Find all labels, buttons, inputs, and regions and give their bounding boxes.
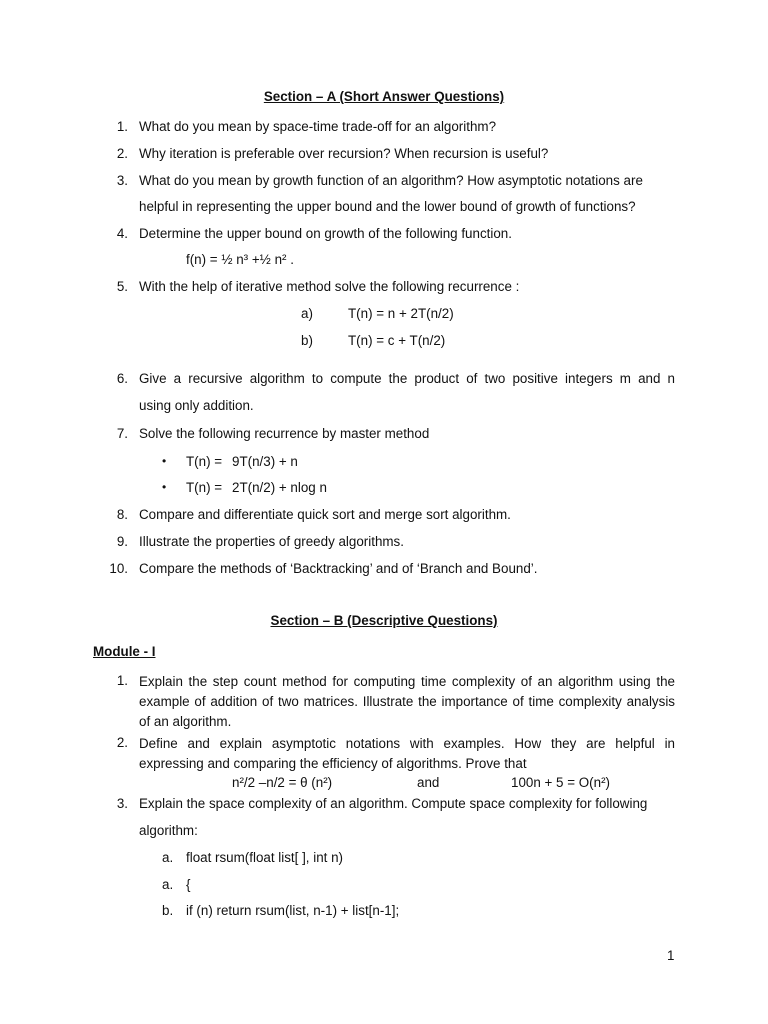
question-text-line2: helpful in representing the upper bound and the lower bound of growth of functions? [139, 199, 636, 214]
question-number: 10. [109, 561, 128, 576]
equation-and: and [417, 775, 440, 790]
bullet-icon: • [162, 454, 167, 468]
question-number: 3. [116, 173, 128, 188]
code-line: { [186, 877, 191, 892]
question-number: 3. [116, 796, 128, 811]
question-text: Why iteration is preferable over recursion? When recursion is useful? [139, 146, 549, 161]
code-line-label: a. [162, 877, 174, 892]
code-line: float rsum(float list[ ], int n) [186, 850, 344, 865]
code-line-label: b. [162, 903, 174, 918]
question-text-line1: Explain the space complexity of an algorithm. Compute space complexity for following [139, 796, 648, 811]
question-number: 2. [116, 735, 128, 750]
page-number: 1 [667, 948, 675, 963]
equation-theta: n²/2 –n/2 = θ (n²) [232, 775, 333, 790]
sub-label: a) [301, 306, 313, 321]
question-number: 1. [116, 673, 128, 688]
question-text-line1: What do you mean by growth function of an algorithm? How asymptotic notations are [139, 173, 643, 188]
recurrence-lhs: T(n) = [186, 480, 223, 495]
question-number: 6. [116, 371, 128, 386]
equation-big-o: 100n + 5 = O(n²) [511, 775, 610, 790]
recurrence-rhs: 9T(n/3) + n [232, 454, 298, 469]
question-text: Compare and differentiate quick sort and merge sort algorithm. [139, 507, 511, 522]
question-number: 4. [116, 226, 128, 241]
code-line: if (n) return rsum(list, n-1) + list[n-1]; [186, 903, 400, 918]
question-number: 1. [116, 119, 128, 134]
question-text: Determine the upper bound on growth of the following function. [139, 226, 512, 241]
question-number: 2. [116, 146, 128, 161]
module-heading: Module - I [93, 644, 156, 659]
question-text: Define and explain asymptotic notations with examples. How they are helpful in expressing and comparing the efficiency of algorithms. Prove that [139, 736, 675, 771]
question-number: 9. [116, 534, 128, 549]
section-a-heading: Section – A (Short Answer Questions) [263, 89, 505, 104]
recurrence-rhs: 2T(n/2) + nlog n [232, 480, 327, 495]
sub-label: b) [301, 333, 313, 348]
question-text: With the help of iterative method solve the following recurrence : [139, 279, 520, 294]
question-number: 5. [116, 279, 128, 294]
code-line-label: a. [162, 850, 174, 865]
recurrence: T(n) = n + 2T(n/2) [348, 306, 454, 321]
question-text: Illustrate the properties of greedy algorithms. [139, 534, 404, 549]
question-text-line1: Give a recursive algorithm to compute the product of two positive integers m and n [139, 371, 675, 386]
question-text: Explain the step count method for computing time complexity of an algorithm using the example of addition of two matrices. Illustrate the importance of time complexity analysis of an algorithm. [139, 674, 675, 729]
question-text: Compare the methods of ‘Backtracking’ and of ‘Branch and Bound’. [139, 561, 538, 576]
recurrence: T(n) = c + T(n/2) [348, 333, 446, 348]
question-number: 8. [116, 507, 128, 522]
question-text: Solve the following recurrence by master method [139, 426, 430, 441]
question-text-line2: algorithm: [139, 823, 198, 838]
question-number: 7. [116, 426, 128, 441]
question-text: What do you mean by space-time trade-off for an algorithm? [139, 119, 497, 134]
bullet-icon: • [162, 480, 167, 494]
question-text-line2: using only addition. [139, 398, 254, 413]
formula: f(n) = ½ n³ +½ n² . [186, 252, 294, 267]
section-b-heading: Section – B (Descriptive Questions) [270, 613, 498, 628]
recurrence-lhs: T(n) = [186, 454, 223, 469]
